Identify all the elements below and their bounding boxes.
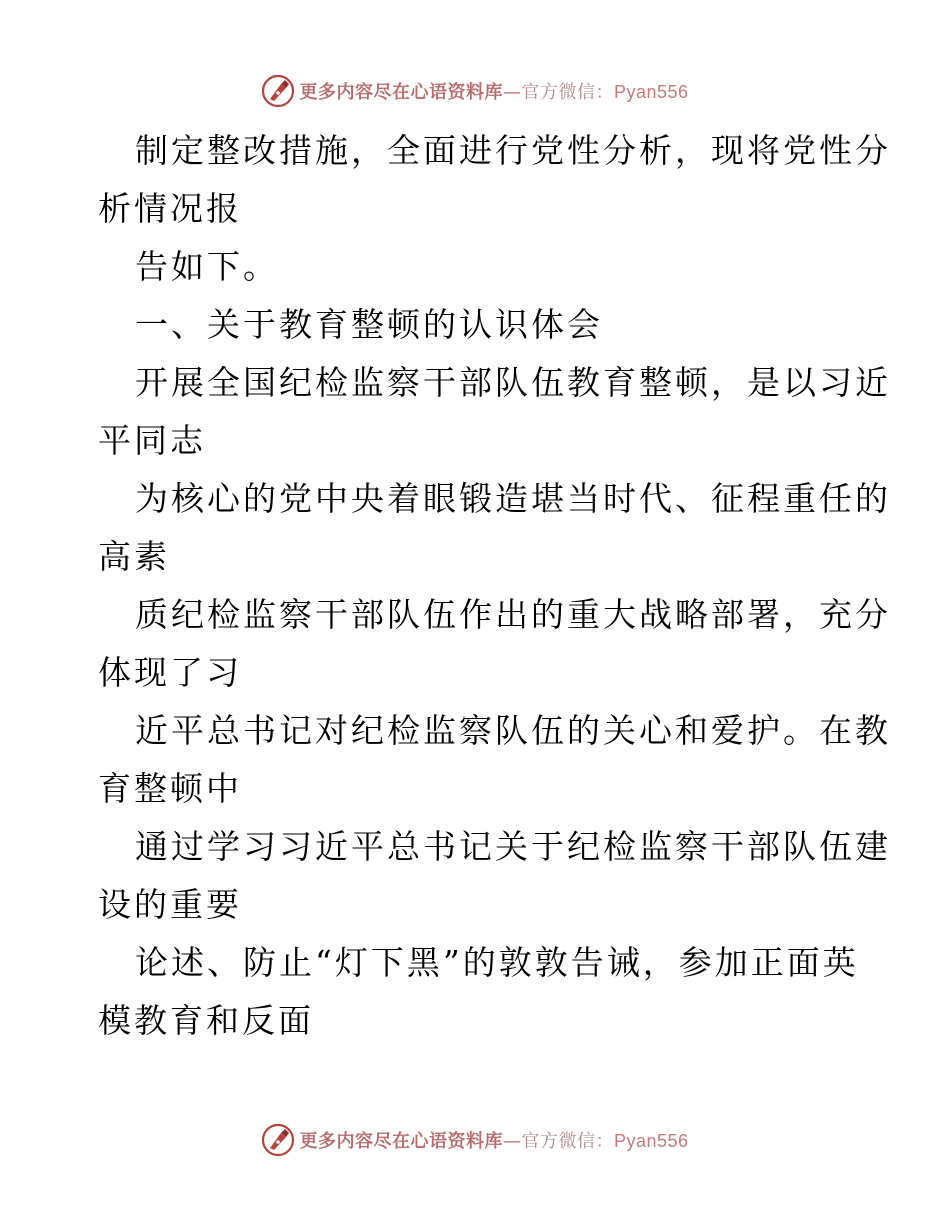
pen-nib-logo-icon xyxy=(261,1123,295,1157)
footer-brand: 更多内容尽在心语资料库 xyxy=(299,1131,503,1152)
paragraph-line: 体现了习 xyxy=(98,653,242,692)
paragraph-line: 通过学习习近平总书记关于纪检监察干部队伍建 xyxy=(135,827,891,866)
paragraph-line: 模教育和反面 xyxy=(98,1001,314,1040)
footer-wechat-id: Pyan556 xyxy=(613,1131,689,1151)
pen-nib-logo-icon xyxy=(261,74,295,108)
footer-text xyxy=(299,1127,688,1153)
paragraph-line: 平同志 xyxy=(98,421,206,460)
footer-wechat-label: 官方微信： xyxy=(521,1131,614,1152)
paragraph-line: 制定整改措施，全面进行党性分析，现将党性分 xyxy=(135,131,891,170)
paragraph-line: 育整顿中 xyxy=(98,769,242,808)
paragraph-line: 为核心的党中央着眼锻造堪当时代、征程重任的 xyxy=(135,479,891,518)
header-dash: — xyxy=(502,82,522,103)
footer-dash: — xyxy=(502,1131,522,1152)
header-wechat-id: Pyan556 xyxy=(613,82,689,102)
document-body xyxy=(98,122,891,1050)
header-brand: 更多内容尽在心语资料库 xyxy=(299,82,503,103)
paragraph-line: 高素 xyxy=(98,537,170,576)
paragraph-line: 析情况报 xyxy=(98,189,242,228)
header-text xyxy=(299,78,688,104)
paragraph-line: 设的重要 xyxy=(98,885,242,924)
header-wechat-label: 官方微信： xyxy=(521,82,614,103)
header-banner xyxy=(0,71,950,111)
paragraph-line: 近平总书记对纪检监察队伍的关心和爱护。在教 xyxy=(135,711,891,750)
paragraph-line: 开展全国纪检监察干部队伍教育整顿，是以习近 xyxy=(135,363,891,402)
section-heading: 一、关于教育整顿的认识体会 xyxy=(135,305,603,344)
footer-banner xyxy=(0,1120,950,1160)
paragraph-line: 论述、防止“灯下黑”的敦敦告诫，参加正面英 xyxy=(135,943,859,982)
paragraph-line: 告如下。 xyxy=(135,247,279,286)
paragraph-line: 质纪检监察干部队伍作出的重大战略部署，充分 xyxy=(135,595,891,634)
